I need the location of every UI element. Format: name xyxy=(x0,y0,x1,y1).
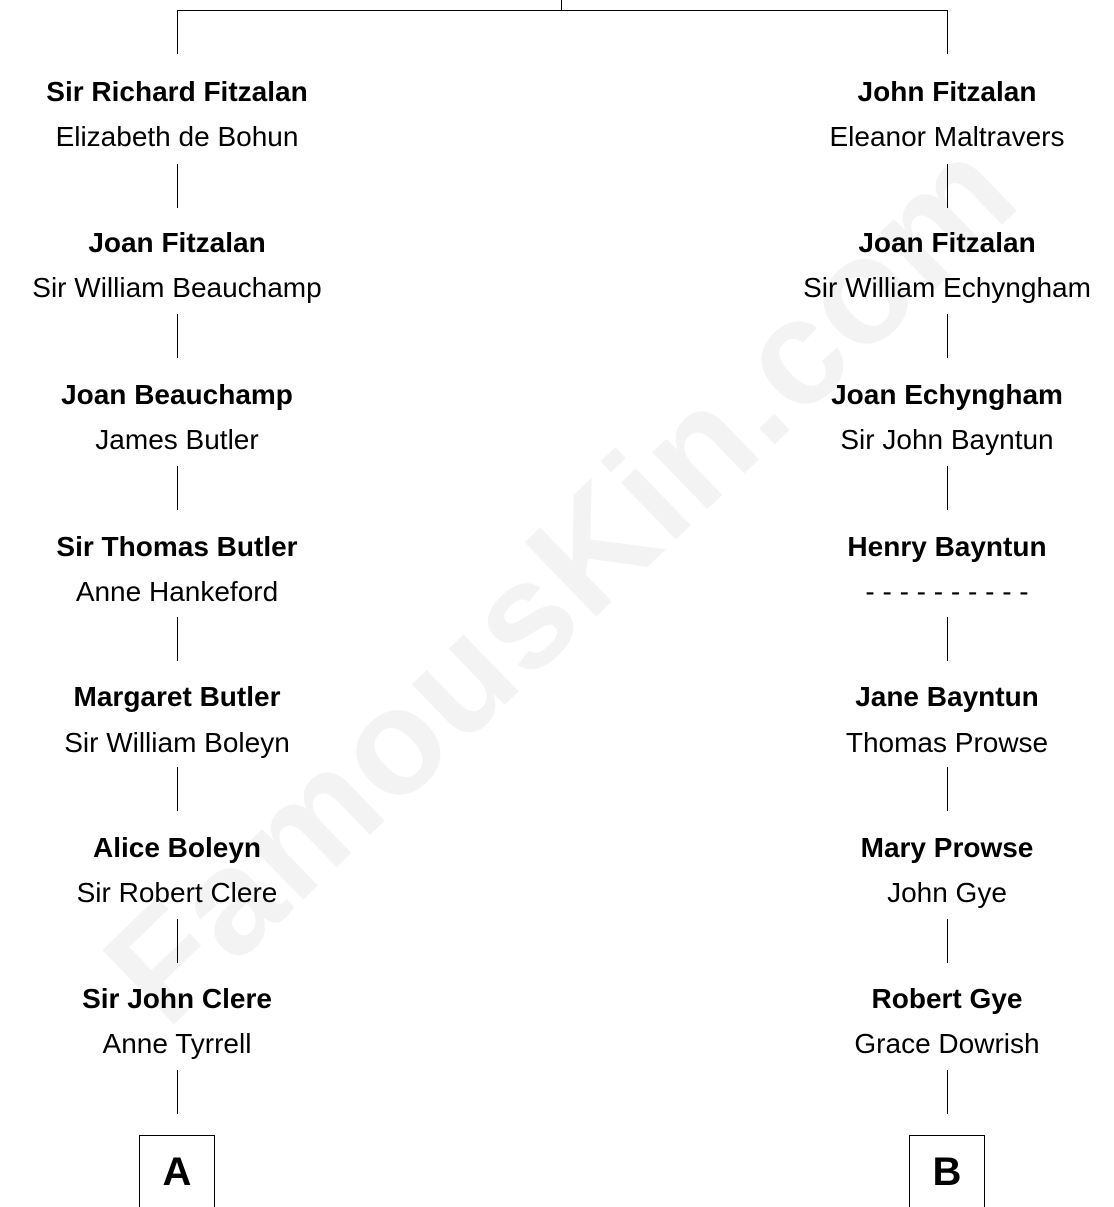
spouse-name: Grace Dowrish xyxy=(854,1028,1040,1059)
person-name: Joan Beauchamp xyxy=(61,379,293,410)
spouse-name: John Gye xyxy=(887,877,1007,908)
descent-line xyxy=(947,314,948,358)
spouse-name: Sir William Beauchamp xyxy=(32,272,322,303)
descent-line xyxy=(947,617,948,661)
descent-line xyxy=(177,617,178,661)
descent-line xyxy=(947,1070,948,1114)
person-name: Joan Fitzalan xyxy=(858,227,1036,258)
left-branch-drop xyxy=(177,10,178,54)
person-name: John Fitzalan xyxy=(857,76,1037,107)
person-name: Robert Gye xyxy=(871,983,1023,1014)
person-name: Henry Bayntun xyxy=(847,531,1047,562)
descent-line xyxy=(947,164,948,208)
spouse-name: Sir William Boleyn xyxy=(64,727,290,758)
spouse-name: James Butler xyxy=(95,424,259,455)
person-name: Mary Prowse xyxy=(860,832,1034,863)
person-name: Alice Boleyn xyxy=(92,832,262,863)
spouse-name: Thomas Prowse xyxy=(845,727,1049,758)
person-name: Margaret Butler xyxy=(73,681,281,712)
spouse-name: Elizabeth de Bohun xyxy=(55,121,299,152)
person-name: Jane Bayntun xyxy=(855,681,1039,712)
descent-line xyxy=(177,466,178,510)
spouse-name: Anne Hankeford xyxy=(75,576,279,607)
person-name: Joan Echyngham xyxy=(831,379,1063,410)
person-name: Joan Fitzalan xyxy=(88,227,266,258)
spouse-name: Sir John Bayntun xyxy=(840,424,1054,455)
descent-line xyxy=(177,767,178,811)
descent-line xyxy=(177,919,178,963)
spouse-name: Eleanor Maltravers xyxy=(829,121,1065,152)
descent-line xyxy=(947,919,948,963)
spouse-name: Sir Robert Clere xyxy=(76,877,278,908)
descent-line xyxy=(947,767,948,811)
spouse-name: Sir William Echyngham xyxy=(803,272,1091,303)
uncertain-link: - - - - - - - - - - xyxy=(865,576,1029,607)
person-name: Sir Richard Fitzalan xyxy=(46,76,308,107)
top-connector-stem xyxy=(561,0,562,10)
descent-line xyxy=(177,1070,178,1114)
spouse-name: Anne Tyrrell xyxy=(102,1028,252,1059)
descent-line xyxy=(947,466,948,510)
branch-end-box: A xyxy=(139,1135,215,1207)
branch-end-box: B xyxy=(909,1135,985,1207)
person-name: Sir Thomas Butler xyxy=(56,531,298,562)
person-name: Sir John Clere xyxy=(82,983,272,1014)
descent-line xyxy=(177,314,178,358)
top-connector-line xyxy=(177,10,947,11)
right-branch-drop xyxy=(947,10,948,54)
descent-line xyxy=(177,164,178,208)
